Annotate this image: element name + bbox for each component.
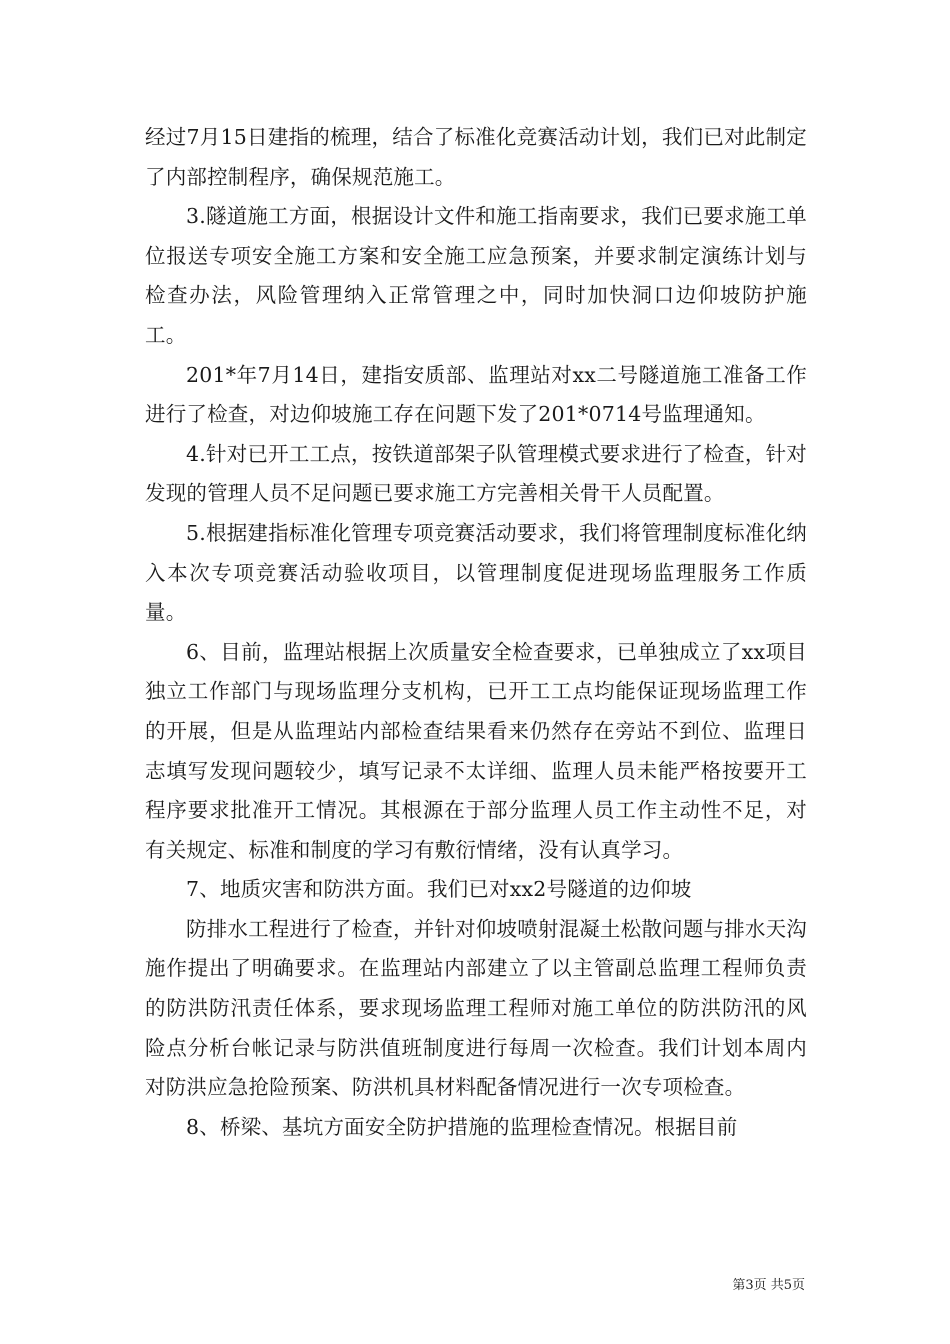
paragraph-1: 经过7月15日建指的梳理，结合了标准化竞赛活动计划，我们已对此制定了内部控制程序，确保规范施工。 (145, 125, 807, 189)
page-number-footer: 第3页 共5页 (732, 1278, 805, 1293)
paragraph-4: 4.针对已开工工点，按铁道部架子队管理模式要求进行了检查，针对发现的管理人员不足问题已要求施工方完善相关骨干人员配置。 (145, 441, 807, 506)
paragraph-5: 5.根据建指标准化管理专项竞赛活动要求，我们将管理制度标准化纳入本次专项竞赛活动验收项目，以管理制度促进现场监理服务工作质量。 (145, 520, 807, 625)
paragraph-3: 201*年7月14日，建指安质部、监理站对xx二号隧道施工准备工作进行了检查，对边仰坡施工存在问题下发了201*0714号监理通知。 (145, 362, 807, 427)
paragraph-7: 7、地质灾害和防洪方面。我们已对xx2号隧道的边仰坡 (186, 877, 692, 902)
document-body (145, 118, 807, 1147)
paragraph-8: 防排水工程进行了检查，并针对仰坡喷射混凝土松散问题与排水天沟施作提出了明确要求。在监理站内部建立了以主管副总监理工程师负责的防洪防汛责任体系，要求现场监理工程师对施工单位的防洪防汛的风险点分析台帐记录与防洪值班制度进行每周一次检查。我们计划本周内对防洪应急抢险预案、防洪机具材料配备情况进行一次专项检查。 (145, 916, 807, 1100)
paragraph-2: 3.隧道施工方面，根据设计文件和施工指南要求，我们已要求施工单位报送专项安全施工方案和安全施工应急预案，并要求制定演练计划与检查办法，风险管理纳入正常管理之中，同时加快洞口边仰坡防护施工。 (145, 204, 807, 347)
paragraph-6: 6、目前，监理站根据上次质量安全检查要求，已单独成立了xx项目独立工作部门与现场监理分支机构，已开工工点均能保证现场监理工作的开展，但是从监理站内部检查结果看来仍然存在旁站不到位、监理日志填写发现问题较少，填写记录不太详细、监理人员未能严格按要开工程序要求批准开工情况。其根源在于部分监理人员工作主动性不足，对有关规定、标准和制度的学习有敷衍情绪，没有认真学习。 (145, 639, 807, 862)
paragraph-9: 8、桥梁、基坑方面安全防护措施的监理检查情况。根据目前 (186, 1114, 738, 1139)
